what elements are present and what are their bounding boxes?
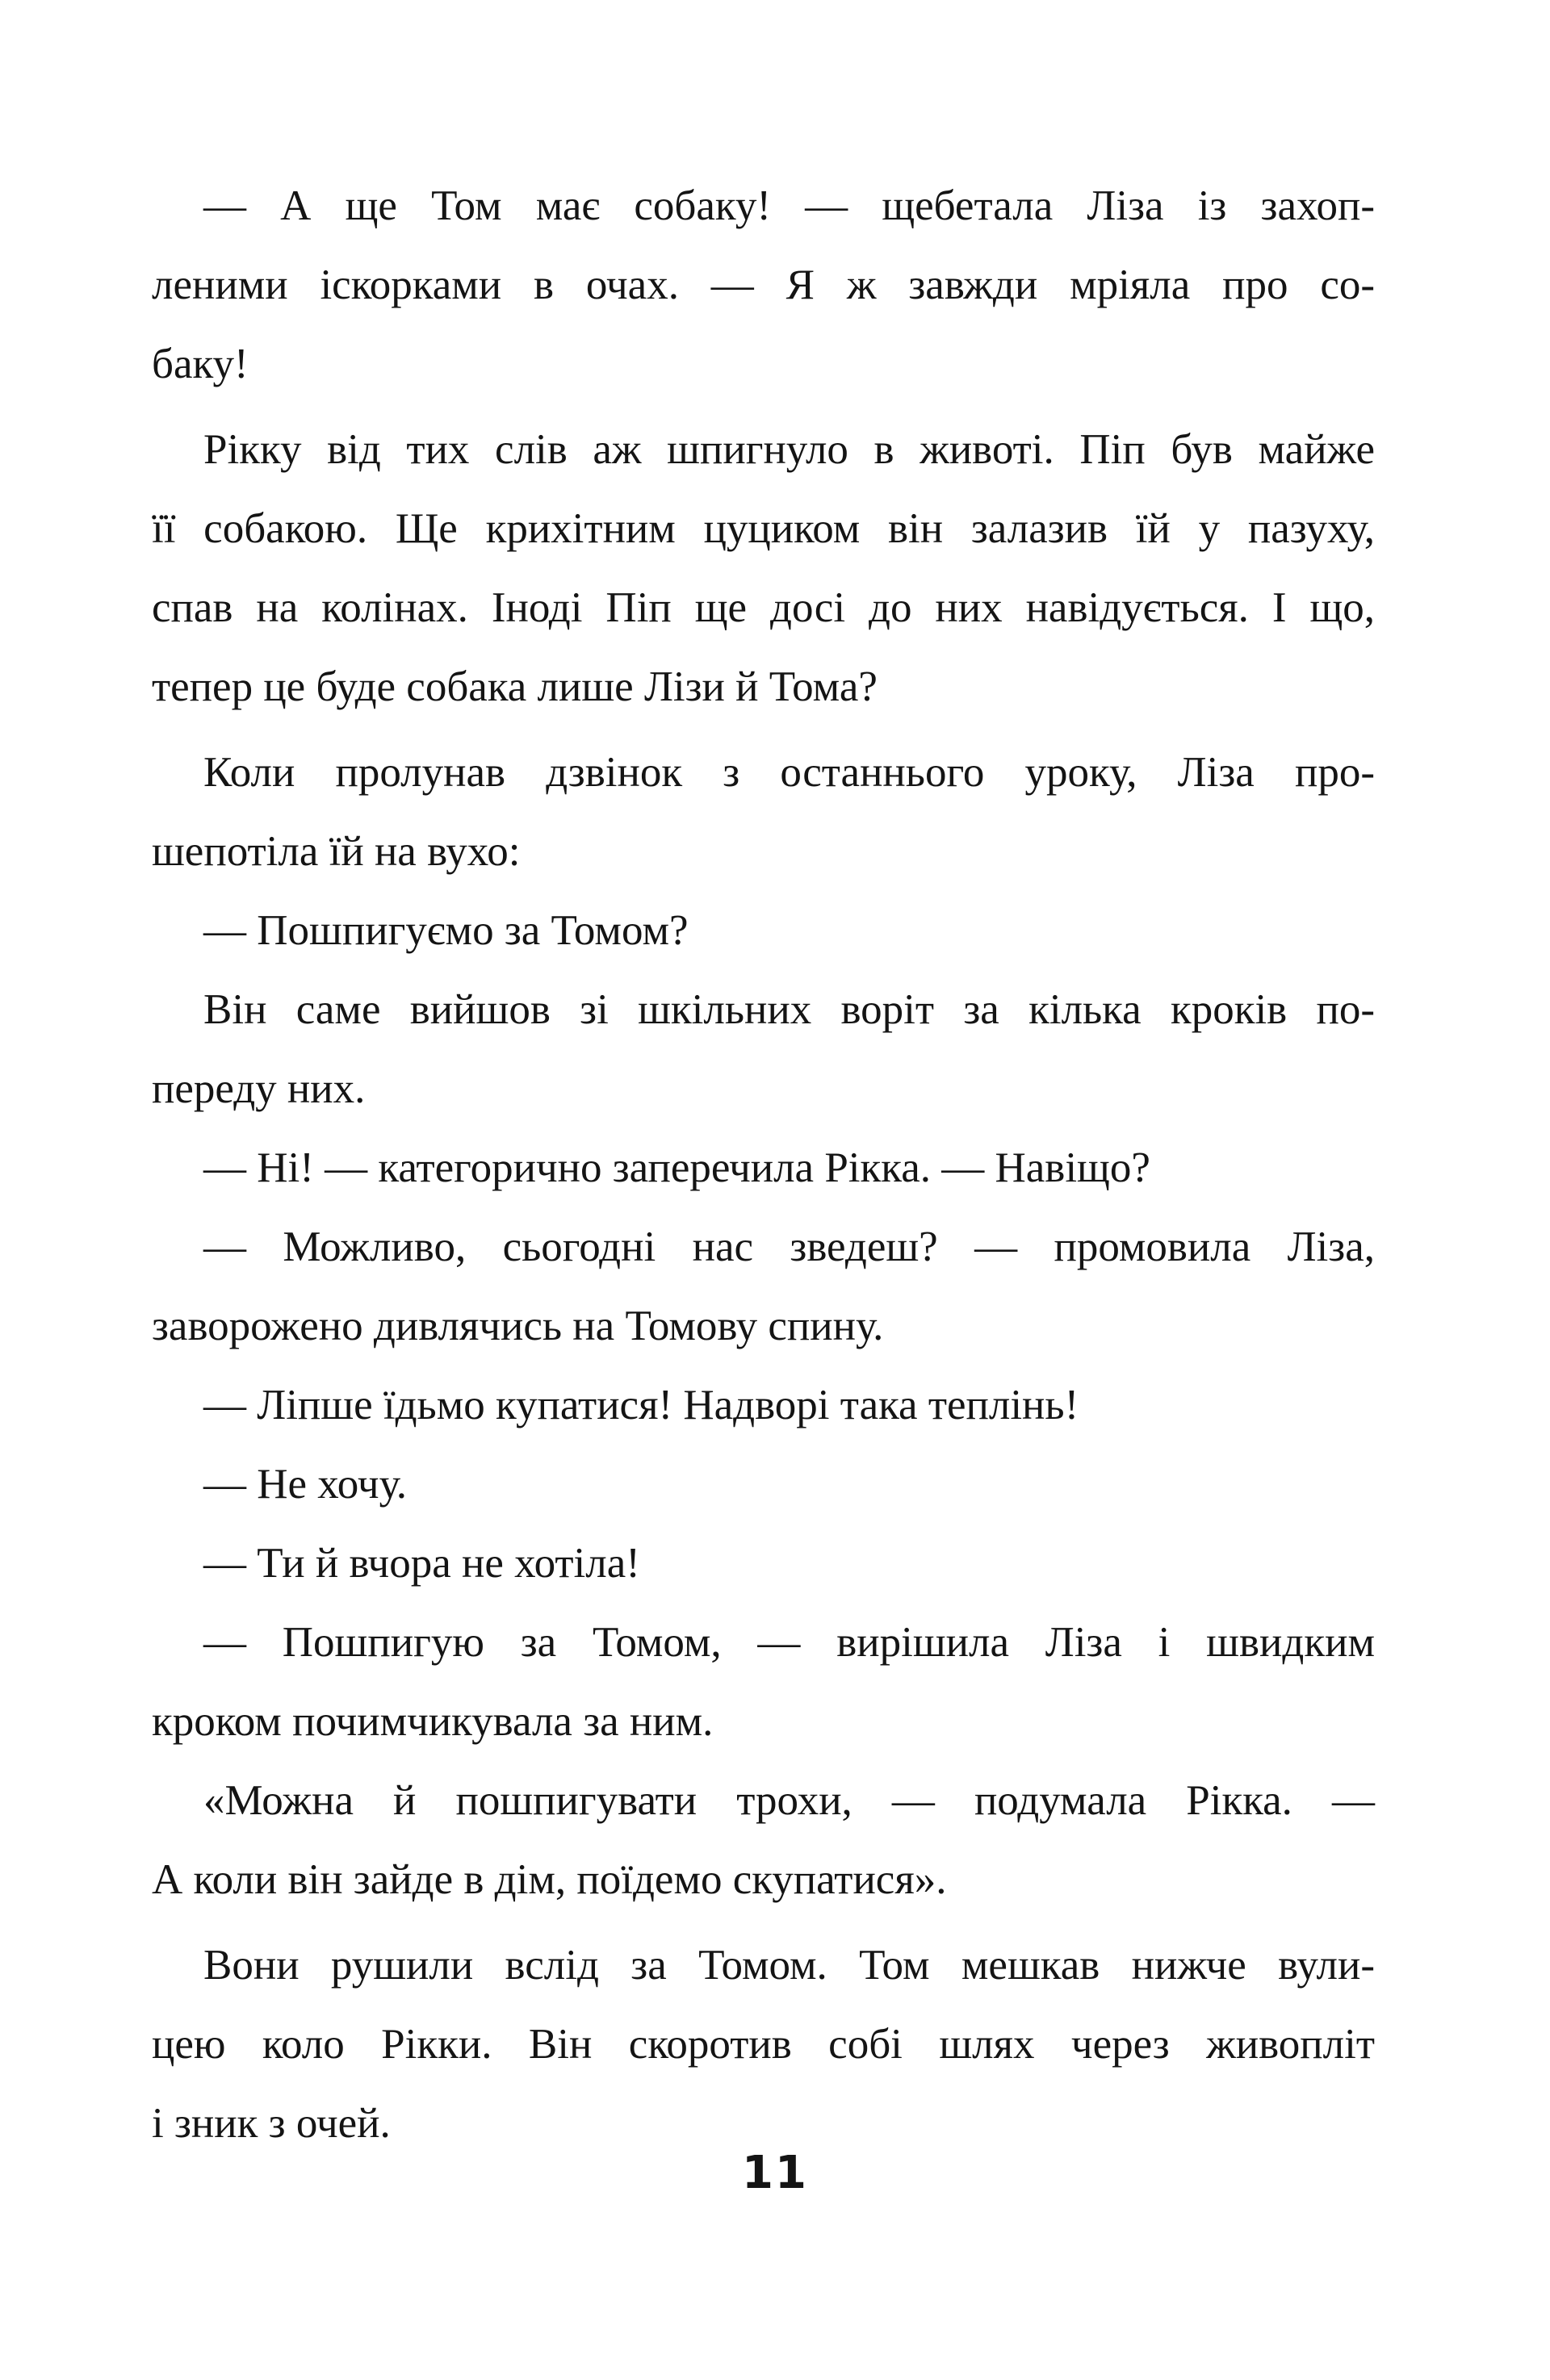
- text-line: Вони рушили вслід за Томом. Том мешкав нижче вули-: [203, 1942, 1375, 1989]
- text-line: Коли пролунав дзвінок з останнього уроку, Ліза про-: [203, 749, 1375, 796]
- page-number: 11: [742, 2147, 808, 2199]
- paragraph-gap: [152, 1919, 1375, 1926]
- text-line: — Можливо, сьогодні нас зведеш? — промовила Ліза,: [203, 1223, 1375, 1270]
- paragraph: [152, 1761, 1375, 1919]
- paragraph: [152, 891, 1375, 970]
- text-line: А коли він зайде в дім, поїдемо скупатися».: [152, 1856, 947, 1903]
- paragraph: [152, 1207, 1375, 1366]
- text-line: переду них.: [152, 1065, 366, 1112]
- text-line: — А ще Том має собаку! — щебетала Ліза із захоп-: [203, 182, 1375, 229]
- text-line: леними іскорками в очах. — Я ж завжди мріяла про со-: [152, 261, 1375, 308]
- text-line: цею коло Рікки. Він скоротив собі шлях через живопліт: [152, 2021, 1375, 2068]
- text-line: — Ти й вчора не хотіла!: [203, 1540, 640, 1587]
- text-line: заворожено дивлячись на Томову спину.: [152, 1303, 884, 1349]
- text-line: Він саме вийшов зі шкільних воріт за кілька кроків по-: [203, 986, 1375, 1033]
- text-line: — Не хочу.: [203, 1461, 408, 1508]
- paragraph: [152, 1128, 1375, 1207]
- text-line: і зник з очей.: [152, 2100, 391, 2147]
- text-line: — Пошпигуємо за Томом?: [203, 907, 689, 954]
- body-text: [152, 166, 1375, 2163]
- text-line: баку!: [152, 341, 249, 387]
- text-line: її собакою. Ще крихітним цуциком він залазив їй у пазуху,: [152, 505, 1375, 552]
- text-line: Рікку від тих слів аж шпигнуло в животі. Піп був майже: [203, 426, 1375, 473]
- text-line: шепотіла їй на вухо:: [152, 828, 521, 875]
- text-line: тепер це буде собака лише Лізи й Тома?: [152, 663, 878, 710]
- paragraph: [152, 1524, 1375, 1603]
- text-line: — Ліпше їдьмо купатися! Надворі така теплінь!: [203, 1382, 1079, 1428]
- text-line: — Пошпигую за Томом, — вирішила Ліза і швидким: [203, 1619, 1375, 1666]
- text-line: — Ні! — категорично заперечила Рікка. — Навіщо?: [203, 1144, 1150, 1191]
- paragraph: [152, 1366, 1375, 1445]
- paragraph-gap: [152, 404, 1375, 410]
- paragraph: [152, 1603, 1375, 1761]
- paragraph-gap: [152, 726, 1375, 733]
- paragraph: [152, 1926, 1375, 2163]
- paragraph: [152, 410, 1375, 726]
- paragraph: [152, 970, 1375, 1128]
- paragraph: [152, 733, 1375, 891]
- paragraph: [152, 166, 1375, 404]
- text-line: «Можна й пошпигувати трохи, — подумала Рікка. —: [203, 1777, 1375, 1824]
- text-line: кроком почимчикувала за ним.: [152, 1698, 714, 1745]
- paragraph: [152, 1445, 1375, 1524]
- text-line: спав на колінах. Іноді Піп ще досі до них навідується. І що,: [152, 584, 1375, 631]
